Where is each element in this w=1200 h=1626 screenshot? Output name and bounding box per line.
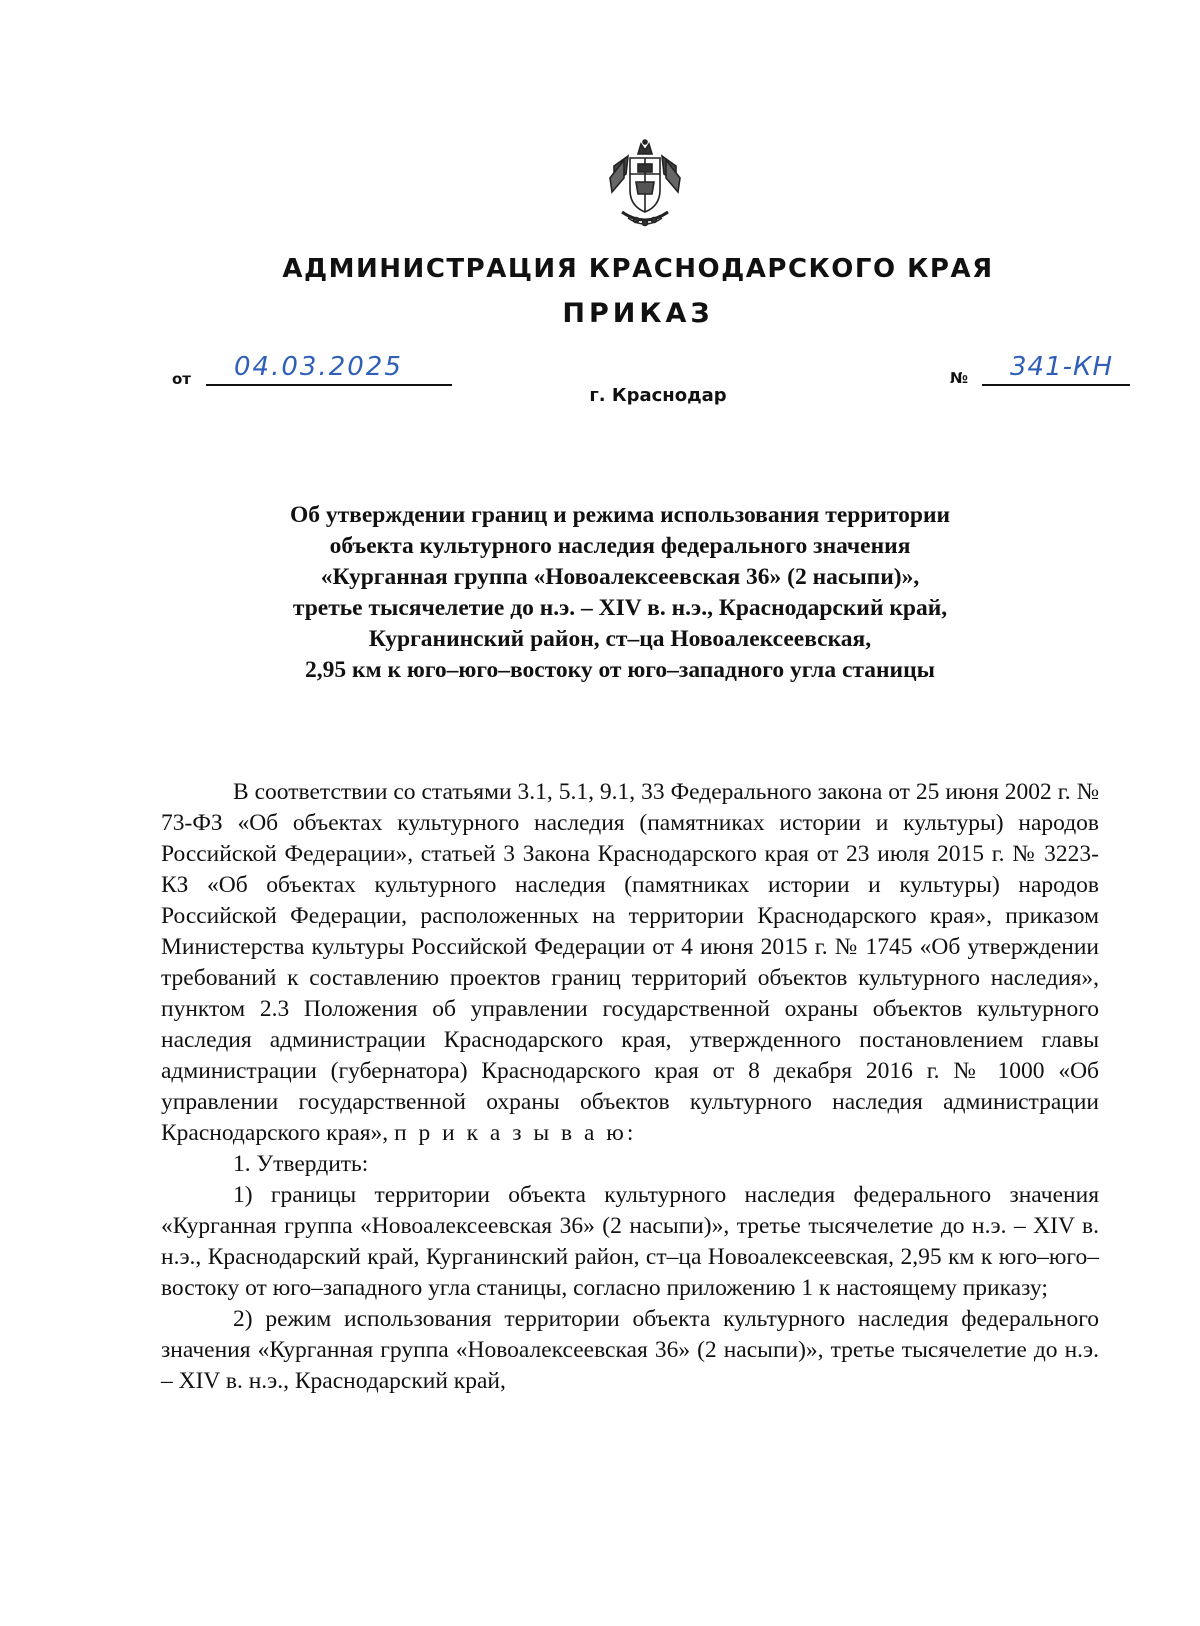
title-line: Об утверждении границ и режима использования территории: [289, 502, 951, 528]
handwritten-number: 341-КН: [1010, 352, 1114, 382]
date-label: от: [172, 370, 191, 388]
preamble-text: В соответствии со статьями 3.1, 5.1, 9.1, 33 Федерального закона от 25 июня 2002 г. № 73-ФЗ «Об объектах культурного наследия (памятниках истории и культуры) народов Российской Федерации», статьей 3 Закона Краснодарского края от 23 июля 2015 г. № 3223-КЗ «Об объектах культурного наследия (памятниках истории и культуры) народов Российской Федерации, расположенных на территории Краснодарского края», приказом Министерства культуры Российской Федерации от 4 июня 2015 г. № 1745 «Об утверждении требований к составлению проектов границ территорий объектов культурного наследия», пунктом 2.3 Положения об управлении государственной охраны объектов культурного наследия администрации Краснодарского края, утвержденного постановлением главы администрации (губернатора) Краснодарского края от 8 декабря 2016 г. № 1000 «Об управлении государственной охраны объектов культурного наследия администрации Краснодарского края»,: [161, 779, 1099, 1146]
handwritten-date: 04.03.2025: [234, 352, 403, 382]
number-label: №: [950, 369, 969, 387]
order-word: п р и к а з ы в а ю:: [394, 1120, 637, 1146]
title-line: Курганинский район, ст–ца Новоалексеевская,: [368, 626, 872, 652]
coat-of-arms-icon: [608, 138, 682, 230]
preamble-paragraph: [161, 777, 1099, 1149]
title-line: объекта культурного наследия федерального значения: [329, 533, 911, 559]
organization-name: АДМИНИСТРАЦИЯ КРАСНОДАРСКОГО КРАЯ: [282, 254, 994, 284]
title-line: «Курганная группа «Новоалексеевская 36» (2 насыпи)»,: [320, 564, 920, 590]
document-type: ПРИКАЗ: [562, 298, 714, 329]
item-1: 1. Утвердить:: [233, 1151, 369, 1177]
item-1-subitem-2: 2) режим использования территории объекта культурного наследия федерального значения «Курганная группа «Новоалексеевская 36» (2 насыпи)», третье тысячелетие до н.э. – XIV в. н.э., Краснодарский край,: [161, 1306, 1099, 1394]
city-name: г. Краснодар: [589, 385, 727, 406]
title-line: 2,95 км к юго–юго–востоку от юго–западного угла станицы: [305, 657, 935, 683]
title-line: третье тысячелетие до н.э. – XIV в. н.э., Краснодарский край,: [292, 595, 948, 621]
item-1-subitem-1: 1) границы территории объекта культурного наследия федерального значения «Курганная группа «Новоалексеевская 36» (2 насыпи)», третье тысячелетие до н.э. – XIV в. н.э., Краснодарский край, Курганинский район, ст–ца Новоалексеевская, 2,95 км к юго–юго–востоку от юго–западного угла станицы, согласно приложению 1 к настоящему приказу;: [161, 1182, 1099, 1301]
document-title: [200, 500, 1040, 686]
document-body: [161, 777, 1099, 1397]
